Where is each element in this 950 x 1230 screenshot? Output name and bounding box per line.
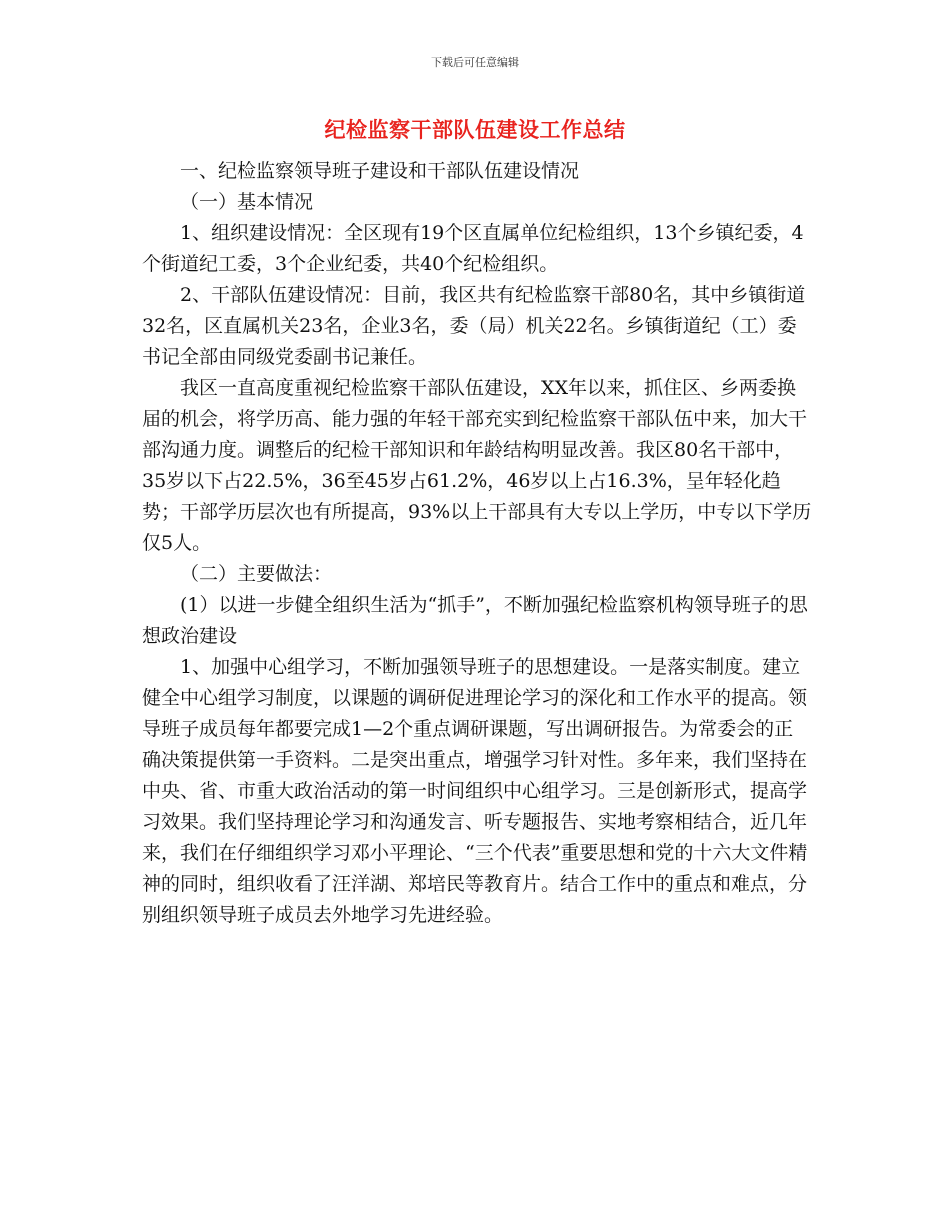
- paragraph-organization: 1、组织建设情况：全区现有19个区直属单位纪检组织，13个乡镇纪委，4个街道纪工委，3个企业纪委，共40个纪检组织。: [142, 222, 804, 275]
- subsection-heading-basic: （一）基本情况: [180, 191, 314, 213]
- document-title: 纪检监察干部队伍建设工作总结: [324, 118, 626, 142]
- paragraph-team-building: 2、干部队伍建设情况：目前，我区共有纪检监察干部80名，其中乡镇街道32名，区直属机关23名，企业3名，委（局）机关22名。乡镇街道纪（工）委书记全部由同级党委副书记兼任。: [142, 284, 806, 368]
- paragraph-team-structure: 我区一直高度重视纪检监察干部队伍建设，XX年以来，抓住区、乡两委换届的机会，将学历高、能力强的年轻干部充实到纪检监察干部队伍中来，加大干部沟通力度。调整后的纪检干部知识和年龄结构明显改善。我区80名干部中，35岁以下占22.5%，36至45岁占61.2%，46岁以上占16.3%，呈年轻化趋势；干部学历层次也有所提高，93%以上干部具有大专以上学历，中专以下学历仅5人。: [142, 377, 812, 554]
- subsection-heading-practices: （二）主要做法：: [180, 563, 333, 585]
- paragraph-practice-1-heading: (1）以进一步健全组织生活为“抓手”，不断加强纪检监察机构领导班子的思想政治建设: [142, 594, 808, 647]
- paragraph-central-group-study: 1、加强中心组学习，不断加强领导班子的思想建设。一是落实制度。建立健全中心组学习制度，以课题的调研促进理论学习的深化和工作水平的提高。领导班子成员每年都要完成1—2个重点调研课题，写出调研报告。为常委会的正确决策提供第一手资料。二是突出重点，增强学习针对性。多年来，我们坚持在中央、省、市重大政治活动的第一时间组织中心组学习。三是创新形式，提高学习效果。我们坚持理论学习和沟通发言、听专题报告、实地考察相结合，近几年来，我们在仔细组织学习邓小平理论、“三个代表”重要思想和党的十六大文件精神的同时，组织收看了汪洋湖、郑培民等教育片。结合工作中的重点和难点，分别组织领导班子成员去外地学习先进经验。: [142, 656, 808, 926]
- document-body: [142, 156, 812, 931]
- section-heading-1: 一、纪检监察领导班子建设和干部队伍建设情况: [180, 160, 580, 182]
- page-header: 下载后可任意编辑: [431, 56, 519, 69]
